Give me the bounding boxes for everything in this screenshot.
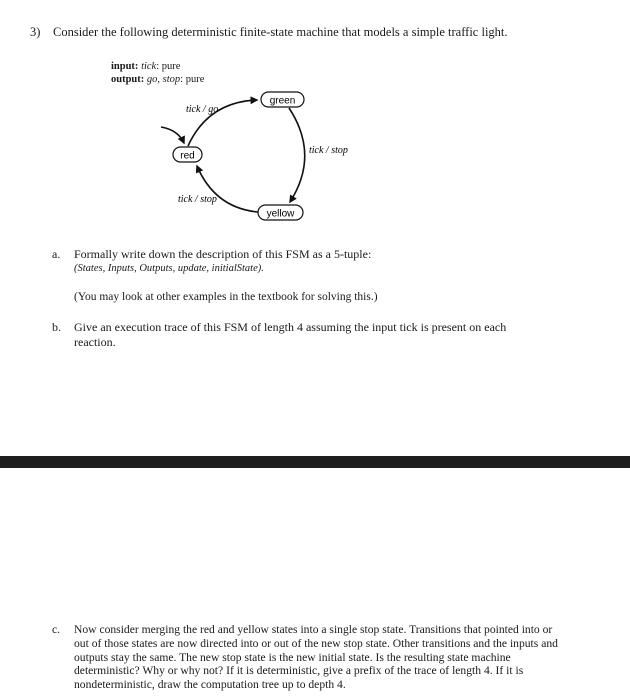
initial-arrow [161, 127, 184, 143]
question-text: Consider the following deterministic finite-state machine that models a simple traffic light. [53, 25, 508, 39]
item-a-text: Formally write down the description of this FSM as a 5-tuple: [74, 247, 372, 261]
page-separator [0, 456, 630, 468]
state-yellow-label: yellow [266, 208, 295, 220]
label-red-to-green: tick / go [186, 104, 219, 115]
label-green-to-yellow: tick / stop [309, 145, 348, 156]
state-green-label: green [269, 95, 296, 107]
question-number: 3) [30, 25, 41, 39]
item-a-note: (You may look at other examples in the textbook for solving this.) [74, 291, 378, 303]
input-type: : pure [156, 61, 181, 72]
input-label: input: [111, 61, 139, 72]
item-c-text: Now consider merging the red and yellow states into a single stop state. Transitions that pointed into or out of those states are now directed into or out of the new stop state. Other transitions and the inputs and outputs stay the same. The new stop state is the new initial state. Is the resulting state machine deterministic? Why or why not? If it is deterministic, give a prefix of the trace of length 4. If it is nondeterministic, draw the computation tree up to depth 4. [74, 623, 558, 692]
output-signals: go, stop [146, 74, 181, 85]
item-c-letter: c. [52, 623, 61, 636]
transition-yellow-to-red [197, 166, 258, 212]
output-type: : pure [180, 74, 205, 85]
item-a-letter: a. [52, 247, 61, 261]
item-b-letter: b. [52, 320, 61, 334]
fsm-diagram [0, 0, 630, 240]
label-yellow-to-red: tick / stop [178, 194, 217, 205]
transition-green-to-yellow [289, 108, 305, 202]
item-a-tuple: (States, Inputs, Outputs, update, initialState). [74, 263, 264, 274]
input-signal: tick [141, 61, 157, 72]
state-red-label: red [180, 150, 195, 162]
output-label: output: [111, 74, 145, 85]
item-b-text: Give an execution trace of this FSM of length 4 assuming the input tick is present on each reaction. [74, 320, 507, 349]
